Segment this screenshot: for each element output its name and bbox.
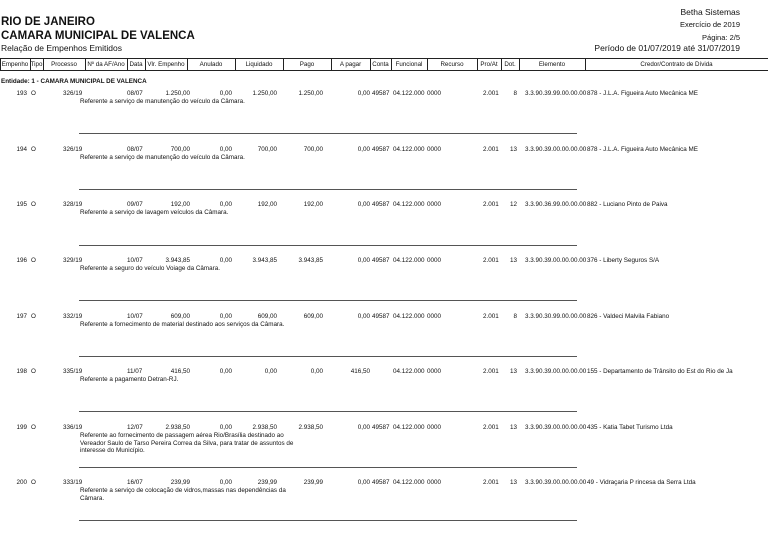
report-period: Período de 01/07/2019 até 31/07/2019 — [594, 43, 740, 53]
row-separator — [79, 300, 577, 301]
element-code: 3.3.90.39.00.00.00.00 — [525, 146, 587, 153]
dotation: 13 — [509, 424, 517, 431]
column-divider — [370, 58, 371, 70]
value-annulled: 0,00 — [219, 201, 232, 208]
column-header: Tipo — [30, 61, 43, 68]
resource-code: 0000 — [427, 424, 442, 431]
element-code: 3.3.90.39.00.00.00.00 — [525, 479, 587, 486]
column-header: Pro/At — [480, 61, 498, 68]
value-empenho: 2.938,50 — [165, 424, 190, 431]
entry-date: 16/07 — [127, 479, 143, 486]
empenho-number: 199 — [16, 424, 27, 431]
process-number: 332/19 — [63, 313, 83, 320]
value-empenho: 700,00 — [170, 146, 190, 153]
column-header: Data — [129, 61, 143, 68]
value-paid: 609,00 — [303, 313, 323, 320]
column-header: Pago — [299, 61, 315, 68]
process-number: 335/19 — [63, 368, 83, 375]
creditor: 435 - Katia Tabet Turismo Ltda — [587, 424, 673, 431]
value-paid: 1.250,00 — [298, 90, 323, 97]
program-action: 2.001 — [483, 90, 499, 97]
empenho-type: O — [31, 368, 36, 375]
value-liquidated: 700,00 — [257, 146, 277, 153]
resource-code: 0000 — [427, 201, 442, 208]
functional-code: 04.122.000 — [393, 424, 425, 431]
value-paid: 3.943,85 — [298, 257, 323, 264]
entry-date: 09/07 — [127, 201, 143, 208]
column-divider — [85, 58, 86, 70]
entry-date: 12/07 — [127, 424, 143, 431]
functional-code: 04.122.000 — [393, 146, 425, 153]
empenho-type: O — [31, 201, 36, 208]
value-annulled: 0,00 — [219, 479, 232, 486]
value-empenho: 3.943,85 — [165, 257, 190, 264]
column-divider — [501, 58, 502, 70]
column-divider — [331, 58, 332, 70]
column-divider — [145, 58, 146, 70]
dotation: 13 — [509, 479, 517, 486]
value-annulled: 0,00 — [219, 313, 232, 320]
program-action: 2.001 — [483, 201, 499, 208]
column-divider — [235, 58, 236, 70]
column-divider — [283, 58, 284, 70]
column-header: Liquidado — [245, 61, 273, 68]
empenho-number: 198 — [16, 368, 27, 375]
value-liquidated: 1.250,00 — [252, 90, 277, 97]
entry-date: 10/07 — [127, 257, 143, 264]
dotation: 12 — [509, 201, 517, 208]
element-code: 3.3.90.39.00.00.00.00 — [525, 257, 587, 264]
program-action: 2.001 — [483, 146, 499, 153]
entry-description: Referente ao fornecimento de passagem aérea Rio/Brasília destinado ao Vereador Saulo de Tarso Pereira Correa da Silva, para tratar de assuntos de interesse do Município. — [80, 432, 294, 455]
column-divider — [43, 58, 44, 70]
column-header: A pagar — [339, 61, 362, 68]
value-liquidated: 239,99 — [257, 479, 277, 486]
empenho-number: 197 — [16, 313, 27, 320]
column-divider — [0, 58, 1, 70]
value-annulled: 0,00 — [219, 90, 232, 97]
row-separator — [79, 356, 577, 357]
column-header: Conta — [372, 61, 389, 68]
value-liquidated: 3.943,85 — [252, 257, 277, 264]
entry-description: Referente a serviço de lavagem veículos da Câmara. — [80, 209, 229, 216]
value-paid: 700,00 — [303, 146, 323, 153]
column-header: Elemento — [538, 61, 566, 68]
state-title: RIO DE JANEIRO — [1, 16, 95, 28]
entry-date: 08/07 — [127, 90, 143, 97]
value-to-pay: 0,00 — [357, 257, 370, 264]
value-annulled: 0,00 — [219, 257, 232, 264]
program-action: 2.001 — [483, 313, 499, 320]
value-to-pay: 416,50 — [350, 368, 370, 375]
resource-code: 0000 — [427, 146, 442, 153]
value-paid: 0,00 — [310, 368, 323, 375]
company-name: Betha Sistemas — [680, 7, 740, 17]
column-header: Anulado — [199, 61, 223, 68]
account-number: 49587 — [372, 424, 390, 431]
row-separator — [79, 245, 577, 246]
entry-description: Referente a serviço de manutenção do veículo da Câmara. — [80, 98, 245, 105]
empenho-number: 195 — [16, 201, 27, 208]
functional-code: 04.122.000 — [393, 368, 425, 375]
header-bottom-rule — [0, 70, 768, 71]
element-code: 3.3.90.36.99.00.00.00 — [525, 201, 587, 208]
value-liquidated: 0,00 — [264, 368, 277, 375]
creditor: 878 - J.L.A. Figueira Auto Mecânica ME — [587, 146, 698, 153]
account-number: 49587 — [372, 313, 390, 320]
column-divider — [127, 58, 128, 70]
dotation: 13 — [509, 368, 517, 375]
value-to-pay: 0,00 — [357, 313, 370, 320]
creditor: 155 - Departamento de Trânsito do Est do Rio de Ja — [587, 368, 733, 375]
process-number: 328/19 — [63, 201, 83, 208]
resource-code: 0000 — [427, 313, 442, 320]
column-header: Vlr. Empenho — [147, 61, 185, 68]
column-header: Funcional — [395, 61, 423, 68]
fiscal-year: Exercício de 2019 — [679, 20, 740, 29]
value-liquidated: 192,00 — [257, 201, 277, 208]
value-paid: 239,99 — [303, 479, 323, 486]
empenho-type: O — [31, 257, 36, 264]
creditor: 826 - Valdeci Malvila Fabiano — [587, 313, 670, 320]
empenho-number: 193 — [16, 90, 27, 97]
functional-code: 04.122.000 — [393, 257, 425, 264]
row-separator — [79, 467, 577, 468]
entry-description: Referente a seguro do veículo Voiage da Câmara. — [80, 265, 221, 272]
functional-code: 04.122.000 — [393, 313, 425, 320]
value-annulled: 0,00 — [219, 146, 232, 153]
value-liquidated: 2.938,50 — [252, 424, 277, 431]
account-number: 49587 — [372, 479, 390, 486]
empenho-type: O — [31, 146, 36, 153]
entry-date: 10/07 — [127, 313, 143, 320]
value-to-pay: 0,00 — [357, 479, 370, 486]
column-header: Credor/Contrato de Dívida — [640, 61, 713, 68]
dotation: 13 — [509, 257, 517, 264]
column-divider — [427, 58, 428, 70]
row-separator — [79, 133, 577, 134]
element-code: 3.3.90.39.00.00.00.00 — [525, 424, 587, 431]
creditor: 882 - Luciano Pinto de Paiva — [587, 201, 668, 208]
column-header: Dot. — [504, 61, 516, 68]
header-top-rule — [0, 58, 768, 59]
page-number: Página: 2/5 — [702, 33, 740, 42]
entity-section: Entidade: 1 - CAMARA MUNICIPAL DE VALENCA — [1, 78, 147, 85]
process-number: 336/19 — [63, 424, 83, 431]
value-empenho: 192,00 — [170, 201, 190, 208]
empenho-number: 196 — [16, 257, 27, 264]
account-number: 49587 — [372, 90, 390, 97]
creditor: 49 - Vidraçaria P rincesa da Serra Ltda — [587, 479, 696, 486]
element-code: 3.3.90.39.00.00.00.00 — [525, 368, 587, 375]
program-action: 2.001 — [483, 424, 499, 431]
value-empenho: 1.250,00 — [165, 90, 190, 97]
functional-code: 04.122.000 — [393, 90, 425, 97]
element-code: 3.3.90.30.99.00.00.00 — [525, 313, 587, 320]
entry-description: Referente a serviço de colocação de vidros,massas nas dependências da Câmara. — [80, 487, 286, 502]
empenho-type: O — [31, 479, 36, 486]
entry-date: 11/07 — [127, 368, 143, 375]
process-number: 333/19 — [63, 479, 83, 486]
empenho-type: O — [31, 424, 36, 431]
value-empenho: 609,00 — [170, 313, 190, 320]
program-action: 2.001 — [483, 257, 499, 264]
column-divider — [477, 58, 478, 70]
value-annulled: 0,00 — [219, 424, 232, 431]
report-title: Relação de Empenhos Emitidos — [1, 43, 122, 53]
column-divider — [519, 58, 520, 70]
account-number: 49587 — [372, 146, 390, 153]
account-number: 49587 — [372, 201, 390, 208]
column-header: Empenho — [1, 61, 29, 68]
entry-description: Referente a serviço de manutenção do veículo da Câmara. — [80, 154, 245, 161]
value-to-pay: 0,00 — [357, 90, 370, 97]
process-number: 326/19 — [63, 90, 83, 97]
resource-code: 0000 — [427, 479, 442, 486]
entity-title: CAMARA MUNICIPAL DE VALENCA — [1, 30, 195, 42]
element-code: 3.3.90.39.99.00.00.00 — [525, 90, 587, 97]
account-number: 49587 — [372, 257, 390, 264]
row-separator — [79, 189, 577, 190]
row-separator — [79, 520, 577, 521]
column-divider — [30, 58, 31, 70]
value-empenho: 416,50 — [170, 368, 190, 375]
column-header: Processo — [51, 61, 77, 68]
program-action: 2.001 — [483, 479, 499, 486]
entry-description: Referente a fornecimento de material destinado aos serviços da Câmara. — [80, 321, 285, 328]
resource-code: 0000 — [427, 90, 442, 97]
process-number: 326/19 — [63, 146, 83, 153]
empenho-type: O — [31, 90, 36, 97]
value-to-pay: 0,00 — [357, 146, 370, 153]
value-annulled: 0,00 — [219, 368, 232, 375]
entry-description: Referente a pagamento Detran-RJ. — [80, 376, 179, 383]
column-divider — [391, 58, 392, 70]
program-action: 2.001 — [483, 368, 499, 375]
empenho-type: O — [31, 313, 36, 320]
dotation: 13 — [509, 146, 517, 153]
column-header: Nº da AF/Ano — [87, 61, 125, 68]
value-to-pay: 0,00 — [357, 424, 370, 431]
column-header: Recurso — [440, 61, 464, 68]
resource-code: 0000 — [427, 257, 442, 264]
process-number: 329/19 — [63, 257, 83, 264]
column-divider — [187, 58, 188, 70]
value-paid: 192,00 — [303, 201, 323, 208]
value-empenho: 239,99 — [170, 479, 190, 486]
functional-code: 04.122.000 — [393, 479, 425, 486]
value-paid: 2.938,50 — [298, 424, 323, 431]
creditor: 376 - Liberty Seguros S/A — [587, 257, 660, 264]
functional-code: 04.122.000 — [393, 201, 425, 208]
value-liquidated: 609,00 — [257, 313, 277, 320]
empenho-number: 194 — [16, 146, 27, 153]
resource-code: 0000 — [427, 368, 442, 375]
dotation: 8 — [513, 90, 517, 97]
creditor: 878 - J.L.A. Figueira Auto Mecânica ME — [587, 90, 698, 97]
empenho-number: 200 — [16, 479, 27, 486]
entry-date: 08/07 — [127, 146, 143, 153]
row-separator — [79, 411, 577, 412]
column-divider — [585, 58, 586, 70]
dotation: 8 — [513, 313, 517, 320]
value-to-pay: 0,00 — [357, 201, 370, 208]
